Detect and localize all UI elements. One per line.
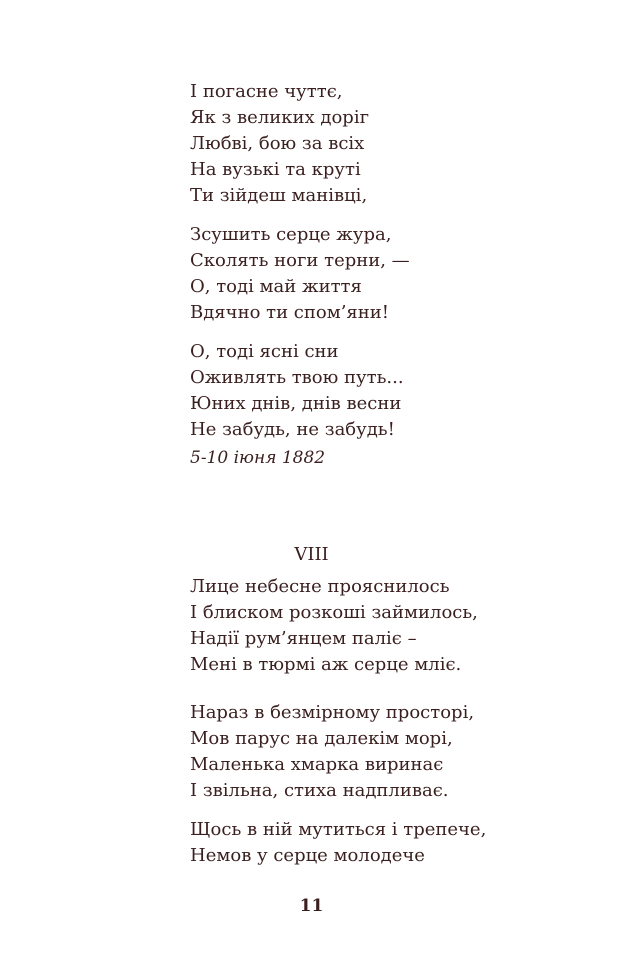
poem-line: О, тоді ясні сни xyxy=(190,341,339,362)
poem-line: Мов парус на далекім морі, xyxy=(190,728,453,749)
poem-line: Юних днів, днів весни xyxy=(190,393,402,414)
poem-line: І погасне чуттє, xyxy=(190,81,343,102)
poem-line: Надії рум’янцем паліє – xyxy=(190,628,417,649)
poem-line: Лице небесне прояснилось xyxy=(190,576,450,597)
poem-line: На вузькі та круті xyxy=(190,159,361,180)
poem-line: Щось в ній мутиться і трепече, xyxy=(190,819,487,840)
page-number: 11 xyxy=(299,896,324,916)
poem-line: Як з великих доріг xyxy=(190,107,370,128)
poem-line: Вдячно ти спом’яни! xyxy=(190,302,390,323)
poem-line: Любві, бою за всіх xyxy=(190,133,365,154)
poem-date: 5-10 іюня 1882 xyxy=(190,448,326,468)
poem-line: Зсушить серце жура, xyxy=(190,224,392,245)
poem-line: Не забудь, не забудь! xyxy=(190,419,395,440)
poem-line: І звільна, стиха надпливає. xyxy=(190,780,449,801)
section-heading: VIII xyxy=(294,544,329,565)
poem-line: Немов у серце молодече xyxy=(190,845,425,866)
poem-line: Ти зійдеш манівці, xyxy=(190,185,368,206)
poem-line: Нараз в безмірному просторі, xyxy=(190,702,475,723)
poem-line: Сколять ноги терни, — xyxy=(190,250,410,271)
poem-line: О, тоді май життя xyxy=(190,276,362,297)
poem-line: Мені в тюрмі аж серце мліє. xyxy=(190,654,462,675)
poem-line: Маленька хмарка виринає xyxy=(190,754,444,775)
poem-line: Оживлять твою путь... xyxy=(190,367,404,388)
poem-line: І блиском розкоші займилось, xyxy=(190,602,478,623)
